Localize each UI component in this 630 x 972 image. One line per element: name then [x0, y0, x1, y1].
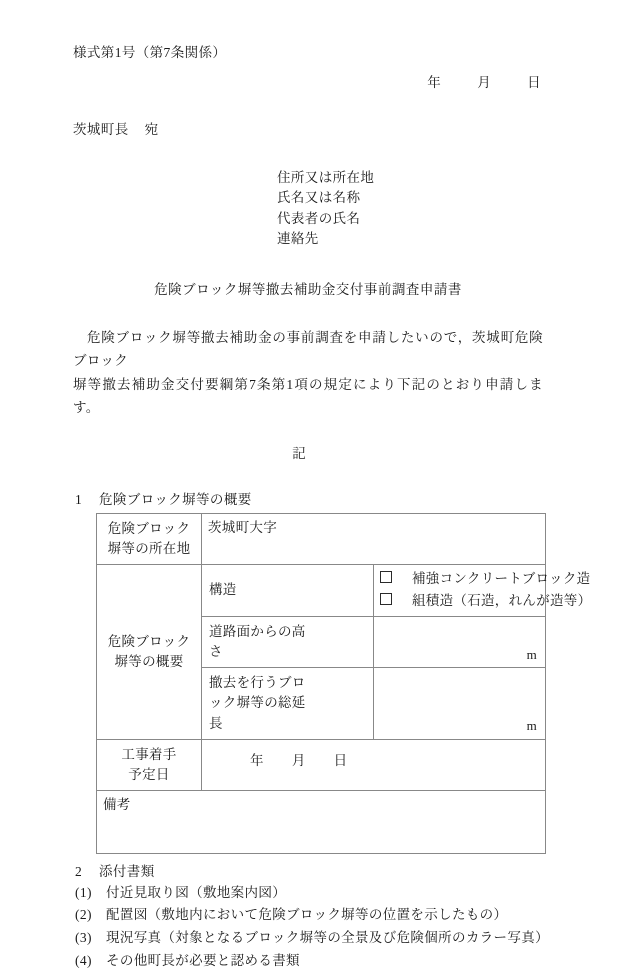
- attachment-index-1: (1): [75, 884, 92, 900]
- date-year-placeholder: 年: [427, 74, 442, 90]
- start-date-label-line-2: 予定日: [128, 766, 170, 782]
- document-body: [73, 326, 543, 421]
- start-date-year: 年: [250, 752, 264, 768]
- date-month-placeholder: 月: [477, 74, 492, 90]
- location-label-cell: [97, 514, 202, 565]
- body-line-2: 塀等撤去補助金交付要綱第7条第1項の規定により下記のとおり申請します。: [73, 376, 543, 416]
- outline-table: [96, 513, 592, 854]
- applicant-address-label: 住所又は所在地: [277, 169, 375, 185]
- location-label-line-1: 危険ブロック: [107, 521, 191, 537]
- document-date-line: [73, 71, 543, 91]
- height-unit: m: [526, 646, 537, 662]
- structure-option-2-label: 組積造（石造，れんが造等）: [412, 593, 592, 609]
- location-value: 茨城町大字: [208, 520, 277, 536]
- attachment-list: [75, 882, 549, 972]
- structure-option-1[interactable]: [380, 569, 591, 589]
- applicant-block: [73, 168, 543, 250]
- height-label-line-1: 道路面からの高: [209, 623, 306, 639]
- structure-label-cell: [202, 565, 374, 617]
- form-number: 様式第1号（第7条関係）: [73, 45, 227, 60]
- length-label-line-3: 長: [209, 715, 223, 731]
- attachment-index-2: (2): [75, 907, 92, 923]
- structure-option-2[interactable]: [380, 591, 592, 611]
- section-2-heading: [75, 860, 543, 880]
- attachment-index-3: (3): [75, 930, 92, 946]
- list-item: [75, 927, 549, 950]
- checkbox-icon-reinforced-concrete[interactable]: [380, 571, 392, 583]
- structure-label: 構造: [209, 582, 237, 598]
- attachment-text-2: 配置図（敷地内において危険ブロック塀等の位置を示したもの）: [106, 907, 508, 923]
- start-date-label-cell: [97, 739, 202, 790]
- applicant-name-label: 氏名又は名称: [277, 190, 361, 206]
- start-date-value-cell[interactable]: [202, 739, 546, 790]
- outline-label-line-1: 危険ブロック: [107, 633, 191, 649]
- table-row-start-date: [97, 739, 546, 790]
- structure-options-cell: [374, 565, 592, 617]
- attachment-text-3: 現況写真（対象となるブロック塀等の全景及び危険個所のカラー写真）: [106, 930, 549, 946]
- addressee-line: [73, 118, 543, 138]
- addressee-name: 茨城町長: [73, 121, 129, 137]
- height-label-cell: [202, 616, 374, 668]
- attachment-text-4: その他町長が必要と認める書類: [106, 952, 300, 968]
- remarks-label: 備考: [103, 796, 131, 812]
- outline-label-cell: [97, 565, 202, 740]
- section-1-number: 1: [75, 492, 83, 508]
- start-date-day: 日: [333, 752, 348, 768]
- remarks-cell[interactable]: [97, 790, 546, 853]
- length-unit: m: [526, 718, 537, 734]
- height-label-line-2: さ: [209, 643, 223, 659]
- ki-mark: 記: [292, 446, 306, 462]
- outline-label-line-2: 塀等の概要: [114, 653, 184, 669]
- list-item: [75, 950, 543, 972]
- applicant-representative-label: 代表者の氏名: [277, 210, 361, 226]
- structure-option-1-label: 補強コンクリートブロック造: [412, 571, 591, 587]
- table-row-location: [97, 514, 546, 565]
- start-date-label-line-1: 工事着手: [121, 746, 177, 762]
- document-title: 危険ブロック塀等撤去補助金交付事前調査申請書: [154, 281, 462, 297]
- date-day-placeholder: 日: [527, 74, 541, 90]
- length-value-cell[interactable]: [374, 668, 546, 740]
- table-row-structure: [97, 565, 546, 617]
- start-date-month: 月: [291, 752, 306, 768]
- document-content: [73, 44, 592, 972]
- table-row-remarks: [97, 790, 546, 853]
- list-item: [75, 882, 543, 905]
- addressee-suffix: 宛: [144, 121, 159, 137]
- applicant-contact-label: 連絡先: [277, 231, 319, 247]
- section-1-title: 危険ブロック塀等の概要: [99, 492, 252, 508]
- location-value-cell[interactable]: [202, 514, 546, 565]
- attachment-index-4: (4): [75, 952, 92, 968]
- section-1-heading: [75, 488, 543, 508]
- length-label-cell: [202, 668, 374, 740]
- list-item: [75, 904, 543, 927]
- start-date-placeholders: [208, 744, 539, 771]
- location-label-line-2: 塀等の所在地: [107, 541, 191, 557]
- section-2-title: 添付書類: [99, 863, 155, 879]
- length-label-line-1: 撤去を行うブロ: [209, 675, 306, 691]
- body-line-1: 危険ブロック塀等撤去補助金の事前調査を申請したいので，茨城町危険ブロック: [73, 329, 543, 369]
- checkbox-icon-masonry[interactable]: [380, 593, 392, 605]
- section-2-number: 2: [75, 863, 83, 879]
- length-label-line-2: ック塀等の総延: [209, 695, 306, 711]
- height-value-cell[interactable]: [374, 616, 546, 668]
- attachment-text-1: 付近見取り図（敷地案内図）: [106, 884, 287, 900]
